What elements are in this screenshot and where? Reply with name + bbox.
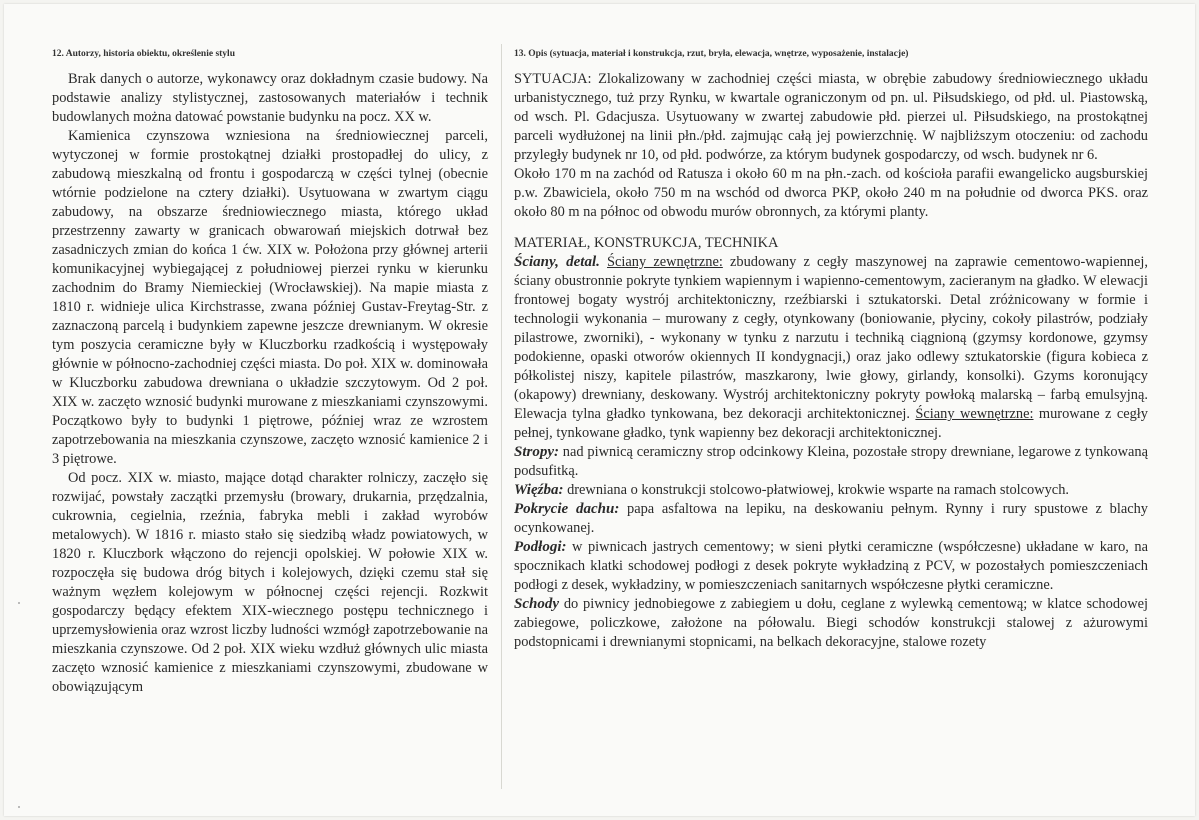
walls-label: Ściany, detal.	[514, 254, 600, 270]
section-13-heading: 13. Opis (sytuacja, materiał i konstrukcja, rzut, bryła, elewacja, wnętrze, wyposażenie, instalacje)	[514, 49, 909, 59]
scan-speck	[18, 602, 20, 604]
spacer	[514, 222, 1148, 234]
distances-paragraph: Około 170 m na zachód od Ratusza i około 60 m na płn.-zach. od kościoła parafii ewangelicko augsburskiej p.w. Zbawiciela, około 750 m na wschód od dworca PKP, około 240 m na południe od dworca PKS. oraz około 80 m na północ od obwodu murów obronnych, za którymi planty.	[514, 166, 1148, 220]
floors-paragraph	[514, 538, 1148, 595]
history-column	[52, 48, 488, 788]
document-page	[4, 4, 1195, 816]
truss-text: drewniana o konstrukcji stolcowo-płatwiowej, krokwie wsparte na ramach stolcowych.	[567, 482, 1069, 498]
walls-paragraph	[514, 253, 1148, 443]
situation-paragraph: SYTUACJA: Zlokalizowany w zachodniej części miasta, w obrębie zabudowy średniowiecznego układu urbanistycznego, tuż przy Rynku, w kwartale ograniczonym od pn. ul. Piłsudskiego, od płd. ul. Piastowską, od wsch. Pl. Gdacjusza. Usytuowany w zwartej zabudowie płd. pierzei ul. Piłsudskiego, na prostokątnej parceli wydłużonej na linii płn./płd. zajmując całą jej powierzchnię. W najbliższym otoczeniu: od zachodu przyległy budynek nr 10, od płd. podwórze, za którym budynek gospodarczy, od wsch. budynek nr 6.	[514, 71, 1148, 163]
floors-label: Podłogi:	[514, 539, 567, 555]
ceilings-paragraph	[514, 443, 1148, 481]
stairs-paragraph	[514, 595, 1148, 652]
description-column	[514, 48, 1148, 788]
truss-paragraph	[514, 481, 1148, 500]
ceilings-text: nad piwnicą ceramiczny strop odcinkowy Kleina, pozostałe stropy drewniane, legarowe z tynkowaną podsufitką.	[514, 444, 1148, 479]
column-divider	[501, 44, 502, 789]
stairs-text: do piwnicy jednobiegowe z zabiegiem u dołu, ceglane z wylewką cementową; w klatce schodowej zabiegowe, policzkowe, założone na półowalu. Biegi schodów konstrukcji stalowej z ażurowymi podstopnicami i drewnianymi stopnicami, na belkach dekoracyjne, stalowe rozety	[514, 596, 1148, 650]
history-paragraph-3: Od pocz. XIX w. miasto, mające dotąd charakter rolniczy, zaczęło się rozwijać, powstały zaczątki przemysłu (browary, drukarnia, przędzalnia, cukrownia, cegielnia, rzeźnia, fabryka mebli i zakład wyrobów metalowych). W 1816 r. miasto stało się siedzibą władz powiatowych, w 1820 r. Kluczbork włączono do rejencji opolskiej. W połowie XIX w. rozpoczęła się budowa dróg bitych i kolejowych, dzięki czemu stał się ważnym węzłem kolejowym w północnej części rejencji. Rozkwit gospodarczy będący efektem XIX-wiecznego postępu technicznego i uprzemysłowienia oraz wzrost liczby ludności wzmógł zapotrzebowanie na mieszkania czynszowe. Od 2 poł. XIX wieku wzdłuż głównych ulic miasta zaczęto wznosić kamienice z mieszkaniami czynszowymi, zbudowane w obowiązującym	[52, 470, 488, 695]
scan-speck	[18, 806, 20, 808]
roof-label: Pokrycie dachu:	[514, 501, 620, 517]
roof-paragraph	[514, 500, 1148, 538]
material-section-title: MATERIAŁ, KONSTRUKCJA, TECHNIKA	[514, 235, 779, 251]
walls-int-label: Ściany wewnętrzne:	[915, 406, 1034, 422]
section-12-heading: 12. Autorzy, historia obiektu, określenie stylu	[52, 49, 235, 59]
history-paragraph-1: Brak danych o autorze, wykonawcy oraz dokładnym czasie budowy. Na podstawie analizy stylistycznej, zastosowanych materiałów i technik budowlanych można datować powstanie budynku na pocz. XX w.	[52, 71, 488, 125]
walls-int-text: murowane z cegły pełnej, tynkowane gładko, tynk wapienny bez dekoracji architektonicznej.	[514, 406, 1148, 441]
walls-ext-label: Ściany zewnętrzne:	[607, 254, 723, 270]
floors-text: w piwnicach jastrych cementowy; w sieni płytki ceramiczne (współczesne) układane w karo, na spocznikach klatki schodowej podłogi z desek pokryte wykładziną z PCV, w pozostałych pomieszczeniach podłogi z desek, wykładziny, w pomieszczeniach sanitarnych współczesne płytki ceramiczne.	[514, 539, 1148, 593]
walls-ext-text: zbudowany z cegły maszynowej na zaprawie cementowo-wapiennej, ściany obustronnie pokryte tynkiem wapiennym i wapienno-cementowym, zacieranym na gładko. W elewacji frontowej bogaty wystrój architektoniczny, rzeźbiarski i sztukatorski. Detal zróżnicowany w formie i technologii wykonania – murowany z cegły, otynkowany (boniowanie, płyciny, cokoły pilastrów, podziały pilastrowe, zworniki), - wykonany w tynku z narzutu i techniką ciągnioną (gzymsy kordonowe, gzymsy podokienne, opaski otworów okiennych II kondygnacji,) oraz jako odlewy sztukatorskie (figura kobieca z półkolistej niszy, kapitele pilastrów, maszkarony, lwie głowy, girlandy, konsolki). Gzyms koronujący (okapowy) drewniany, deskowany. Wystrój architektoniczny pokryty powłoką malarską – farbą emulsyjną. Elewacja tylna gładko tynkowana, bez dekoracji architektonicznej.	[514, 254, 1148, 422]
history-paragraph-2: Kamienica czynszowa wzniesiona na średniowiecznej parceli, wytyczonej w formie prostokątnej działki prostopadłej do ulicy, z zabudową mieszkalną od frontu i gospodarczą w części tylnej (obecnie wtórnie podzielone na cztery działki). Usytuowana w zwartym ciągu zabudowy, na obszarze średniowiecznego miasta, którego układ przestrzenny zawarty w granicach obwarowań miejskich dotrwał bez zasadniczych zmian do końca 1 ćw. XIX w. Położona przy głównej arterii komunikacyjnej wybiegającej z południowej pierzei rynku w kierunku zachodnim do Bramy Niemieckiej (Wrocławskiej). Na mapie miasta z 1810 r. widnieje ulica Kirchstrasse, zwana później Gustav-Freytag-Str. z zaznaczoną parcelą i budynkiem zapewne jeszcze drewnianym. W okresie tym poszycia ceramiczne były w Kluczborku rzadkością i występowały głównie w północno-zachodniej części miasta. Do poł. XIX w. dominowała w Kluczborku zabudowa drewniana o układzie szczytowym. Od 2 poł. XIX w. zaczęto wznosić budynki murowane z mieszkaniami czynszowymi. Początkowo były to budynki 1 piętrowe, później wraz ze wzrostem zapotrzebowania na mieszkania czynszowe, zaczęto wznosić kamienice 2 i 3 piętrowe.	[52, 128, 488, 467]
truss-label: Więźba:	[514, 482, 564, 498]
ceilings-label: Stropy:	[514, 444, 559, 460]
stairs-label: Schody	[514, 596, 559, 612]
roof-text: papa asfaltowa na lepiku, na deskowaniu pełnym. Rynny i rury spustowe z blachy ocynkowanej.	[514, 501, 1148, 536]
